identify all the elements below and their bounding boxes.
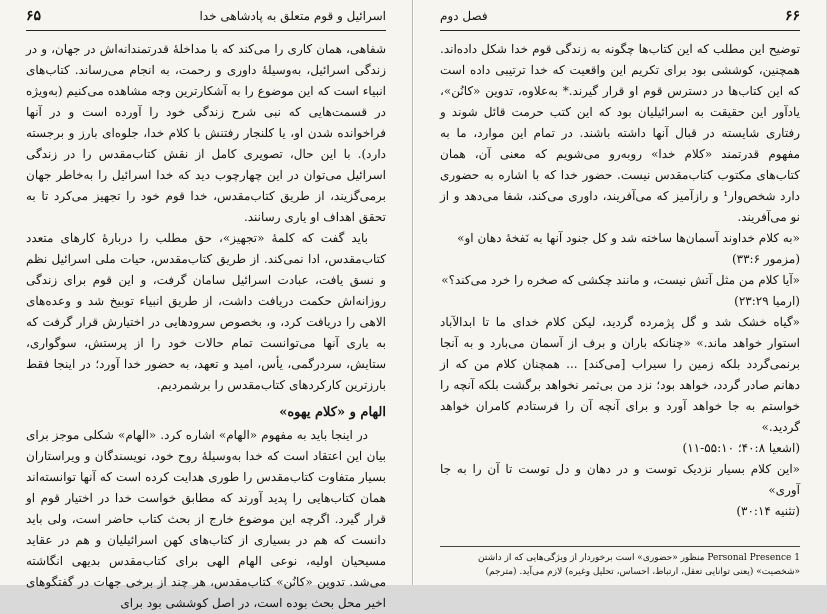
scripture-quote: «آیا کلام من مثل آتش نیست، و مانند چکشی که صخره را خرد می‌کند؟» <box>441 273 800 287</box>
scripture-reference: (مزمور ۳۳:۶) <box>731 252 800 266</box>
right-page-header <box>440 8 800 31</box>
right-page <box>413 0 826 585</box>
left-page <box>0 0 413 610</box>
scripture-quote: «این کلام بسیار نزدیک توست و در دهان و دل توست تا آن را به جا آوری» <box>440 462 800 497</box>
running-head: اسرائیل و قوم متعلق به پادشاهی خدا <box>199 9 386 23</box>
left-page-header <box>26 8 386 31</box>
footnote: 1 Personal Presence منظور «حضوری» است برخوردار از ویژگی‌هایی که از داشتن «شخصیت» (یعنی توانایی تعقل، ارتباط، احساس، تحلیل وغیره) لازم می‌آید. (مترجم) <box>440 546 800 579</box>
scripture-reference: (اشعیا ۴۰:۸؛ ۵۵:۱۰-۱۱) <box>682 441 800 455</box>
scripture-quote: «به کلام خداوند آسمان‌ها ساخته شد و کل جنود آنها به نَفخهٔ دهان او» <box>457 231 800 245</box>
page-number: ۶۶ <box>784 8 800 24</box>
paragraph: باید گفت که کلمهٔ «تجهیز»، حق مطلب را دربارهٔ کارهای متعدد کتاب‌مقدس، ادا نمی‌کند. از طریق کتاب‌مقدس، حیات ملی اسرائیل نظم و نسق یافت، عبادت اسرائیل سامان گرفت، و این قوم برای زندگی روزانه‌اش حکمت دریافت داشت، از طریق انبیاء توبیخ شد و وعده‌های الاهی را دریافت کرد، و، بخصوص سرودهایی در اختیارش قرار گرفت که به یاری آنها می‌توانست تمام حالات خود را از پرستش، سوگواری، ستایش، سردرگمی، یأس، امید و تعهد، به حضور خدا آورد؛ در اینجا فقط بارزترین کارکردهای کتاب‌مقدس را برشمردیم. <box>26 231 386 392</box>
scripture-reference: (ارمیا ۲۳:۲۹) <box>734 294 800 308</box>
scripture-quote: «گیاه خشک شد و گل پژمرده گردید، لیکن کلام خدای ما تا ابدالآباد استوار خواهد ماند.» «چنانکه باران و برف از آسمان می‌بارد و به آنجا برنمی‌گردد بلکه زمین را سیراب [می‌کند] ... همچنان کلام من که از دهانم صادر گردد، خواهد بود؛ نزد من بی‌ثمر نخواهد برگشت بلکه آنچه را خواستم به جا خواهد آورد و برای آنچه آن را فرستادم کامران خواهد گردید.» <box>440 315 800 434</box>
paragraph: در اینجا باید به مفهوم «الهام» اشاره کرد. «الهام» شکلی موجز برای بیان این اعتقاد است که خدا به‌وسیلهٔ روح خود، نویسندگان و ویراستاران بسیار متفاوت کتاب‌مقدس را طوری هدایت کرده است که آنها توانسته‌اند همان کتاب‌هایی را پدید آورند که مطابق خواست خدا در اختیار قوم او قرار گیرد. اگرچه این موضوع خارج از بحث کتاب حاضر است، ولی باید دانست که هم در بسیاری از کتاب‌های کهن اسرائیلیان و هم در عقاید مسیحیان اولیه، نوعی الهام الهی برای کتاب‌مقدس بدیهی انگاشته می‌شد. تدوین «کانُن» کتاب‌مقدس، هر چند از برخی جهات در گفتگوهای اخیر محل بحث بوده است، در اصل کوششی بود برای <box>26 428 386 610</box>
scripture-reference: (تثنیه ۳۰:۱۴) <box>736 504 800 518</box>
left-page-body <box>26 39 386 614</box>
right-page-body <box>440 39 800 522</box>
running-head: فصل دوم <box>440 9 488 23</box>
section-heading: الهام و «کلام یهوه» <box>279 405 386 420</box>
page-number: ۶۵ <box>26 8 42 24</box>
paragraph: توضیح این مطلب که این کتاب‌ها چگونه به زندگی قوم خدا شکل داده‌اند. همچنین، کوششی بود برای تکریم این واقعیت که خدا ترتیبی داده است که این کتاب‌ها در دسترس قوم او قرار گیرند.* به‌علاوه، تدوین «کانُن»، یادآور این حقیقت به اسرائیلیان بود که این کتب حرمت قائل شوند و رفتاری شایسته در قبال آنها داشته باشند. در تمام این موارد، ما به مفهوم قدرتمند «کلام خدا» روبه‌رو می‌شویم که معنی آن، همان کتاب‌های مکتوب کتاب‌مقدس نیست. حضور خدا که با اشاره به حضوری دارد شخص‌وار¹ و رازآمیز که می‌آفریند، داوری می‌کند، شفا می‌دهد و از نو می‌آفریند. <box>440 42 800 224</box>
paragraph: شفاهی، همان کاری را می‌کند که با مداخلهٔ قدرتمندانه‌اش در جهان، و در زندگی اسرائیل، به‌وسیلهٔ داوری و رحمت، به انجام می‌رساند. کتاب‌های انبیاء است که این موضوع را به آشکارترین وجه مشاهده می‌کنیم (به‌ویژه در قسمت‌هایی که نبی شرح زندگی خود را آورده است و در آنها فراخوانده شدن او، یا کلنجار رفتنش با کلام خدا، جلوه‌ای بارز و برجسته دارد). با این حال، تصویری کامل از نقش کتاب‌مقدس را در زندگی اسرائیل می‌توان در این چهارچوب دید که خدا اسرائیل را به‌خاطر جهان برمی‌گزیند، از طریق کتاب‌مقدس، خدا قوم خود را تجهیز می‌کرد تا به تحقق اهداف او یاری رسانند. <box>26 42 386 224</box>
